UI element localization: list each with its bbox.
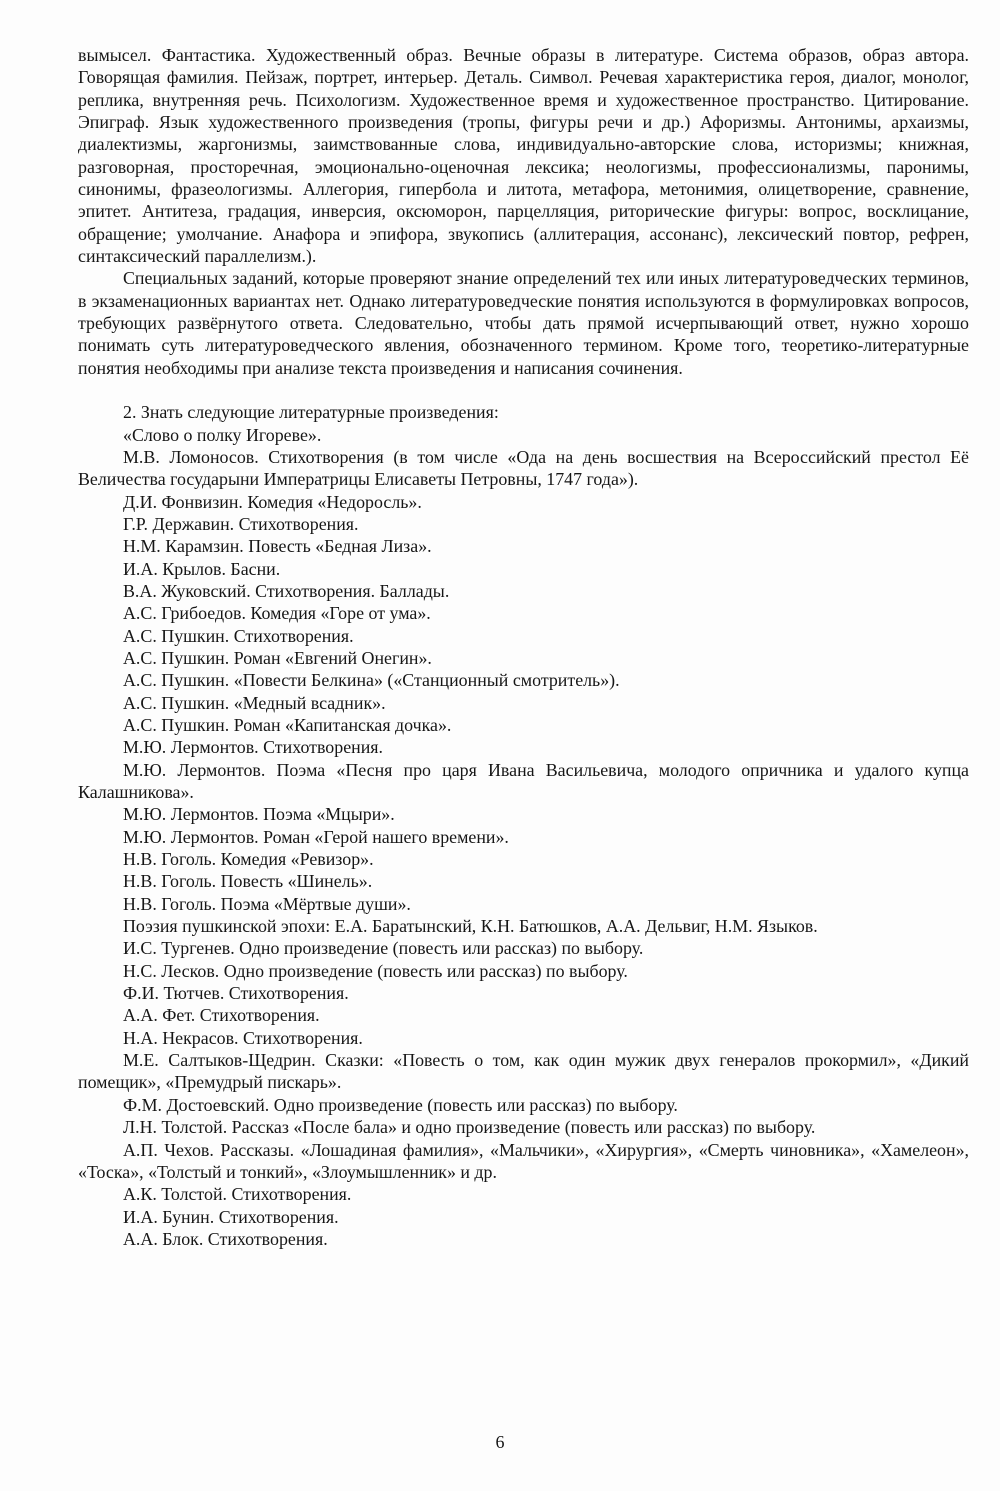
list-item: Ф.И. Тютчев. Стихотворения. [123,983,349,1004]
list-item: «Слово о полку Игореве». [123,424,322,445]
list-item: М.Ю. Лермонтов. Поэма «Мцыри». [123,804,395,825]
list-item: А.С. Пушкин. Роман «Капитанская дочка». [123,714,452,735]
list-item: А.А. Блок. Стихотворения. [123,1228,328,1249]
works-list [78,424,969,1251]
list-item: А.С. Пушкин. Стихотворения. [123,625,354,646]
list-item: Ф.М. Достоевский. Одно произведение (повесть или рассказ) по выбору. [123,1094,678,1115]
list-item: А.К. Толстой. Стихотворения. [123,1184,352,1205]
list-item: А.С. Грибоедов. Комедия «Горе от ума». [123,603,431,624]
list-item: М.В. Ломоносов. Стихотворения (в том числе «Ода на день восшествия на Всероссийский престол Её Величества государыни Императрицы Елисаветы Петровны, 1747 года»). [78,446,969,490]
list-item: Л.Н. Толстой. Рассказ «После бала» и одно произведение (повесть или рассказ) по выбору. [123,1117,816,1138]
list-item: Н.С. Лесков. Одно произведение (повесть или рассказ) по выбору. [123,960,628,981]
list-item: Н.А. Некрасов. Стихотворения. [123,1027,363,1048]
list-item: Г.Р. Державин. Стихотворения. [123,513,359,534]
list-item: Н.В. Гоголь. Поэма «Мёртвые души». [123,893,411,914]
list-item: И.А. Крылов. Басни. [123,558,281,579]
list-item: И.А. Бунин. Стихотворения. [123,1206,339,1227]
list-item: Д.И. Фонвизин. Комедия «Недоросль». [123,491,422,512]
list-item: Н.В. Гоголь. Комедия «Ревизор». [123,849,374,870]
list-item: М.Е. Салтыков-Щедрин. Сказки: «Повесть о том, как один мужик двух генералов прокормил», «Дикий помещик», «Премудрый пискарь». [78,1050,969,1093]
list-item: А.А. Фет. Стихотворения. [123,1005,320,1026]
list-item: М.Ю. Лермонтов. Стихотворения. [123,737,383,758]
page-number: 6 [495,1432,505,1452]
list-item: Поэзия пушкинской эпохи: Е.А. Баратынский, К.Н. Батюшков, А.А. Дельвиг, Н.М. Языков. [123,916,818,937]
list-item: А.С. Пушкин. «Медный всадник». [123,692,386,713]
list-item: А.С. Пушкин. Роман «Евгений Онегин». [123,647,432,668]
list-item: Н.В. Гоголь. Повесть «Шинель». [123,871,373,892]
paragraph-terms-list: вымысел. Фантастика. Художественный образ. Вечные образы в литературе. Система образов, образ автора. Говорящая фамилия. Пейзаж, портрет, интерьер. Деталь. Символ. Речевая характеристика героя, диалог, монолог, реплика, внутренняя речь. Психологизм. Художественное время и художественное пространство. Цитирование. Эпиграф. Язык художественного произведения (тропы, фигуры речи и др.) Афоризмы. Антонимы, архаизмы, диалектизмы, жаргонизмы, заимствованные слова, индивидуально-авторские слова, историзмы; книжная, разговорная, просторечная, эмоционально-оценочная лексика; неологизмы, профессионализмы, паронимы, синонимы, фразеологизмы. Аллегория, гипербола и литота, метафора, метонимия, олицетворение, сравнение, эпитет. Антитеза, градация, инверсия, оксюморон, парцелляция, риторические фигуры: вопрос, восклицание, обращение; умолчание. Анафора и эпифора, звукопись (аллитерация, ассонанс), лексический повтор, рефрен, синтаксический параллелизм.). [78,45,969,267]
list-item: А.С. Пушкин. «Повести Белкина» («Станционный смотритель»). [123,670,620,691]
paragraph-terms-note: Специальных заданий, которые проверяют знание определений тех или иных литературоведческих терминов, в экзаменационных вариантах нет. Однако литературоведческие понятия используются в формулировках вопросов, требующих развёрнутого ответа. Следовательно, чтобы дать прямой исчерпывающий ответ, нужно хорошо понимать суть литературоведческого явления, обозначенного термином. Кроме того, теоретико-литературные понятия необходимы при анализе текста произведения и написания сочинения. [78,268,969,378]
list-item: Н.М. Карамзин. Повесть «Бедная Лиза». [123,536,432,557]
document-body [78,44,969,1250]
section-heading: 2. Знать следующие литературные произведения: [123,402,499,423]
list-item: И.С. Тургенев. Одно произведение (повесть или рассказ) по выбору. [123,938,644,959]
list-item: В.А. Жуковский. Стихотворения. Баллады. [123,580,450,601]
list-item: М.Ю. Лермонтов. Роман «Герой нашего времени». [123,826,509,847]
section-gap [78,379,969,401]
list-item: А.П. Чехов. Рассказы. «Лошадиная фамилия», «Мальчики», «Хирургия», «Смерть чиновника», «Хамелеон», «Тоска», «Толстый и тонкий», «Злоумышленник» и др. [78,1139,969,1182]
list-item: М.Ю. Лермонтов. Поэма «Песня про царя Ивана Васильевича, молодого опричника и удалого купца Калашникова». [78,759,969,802]
